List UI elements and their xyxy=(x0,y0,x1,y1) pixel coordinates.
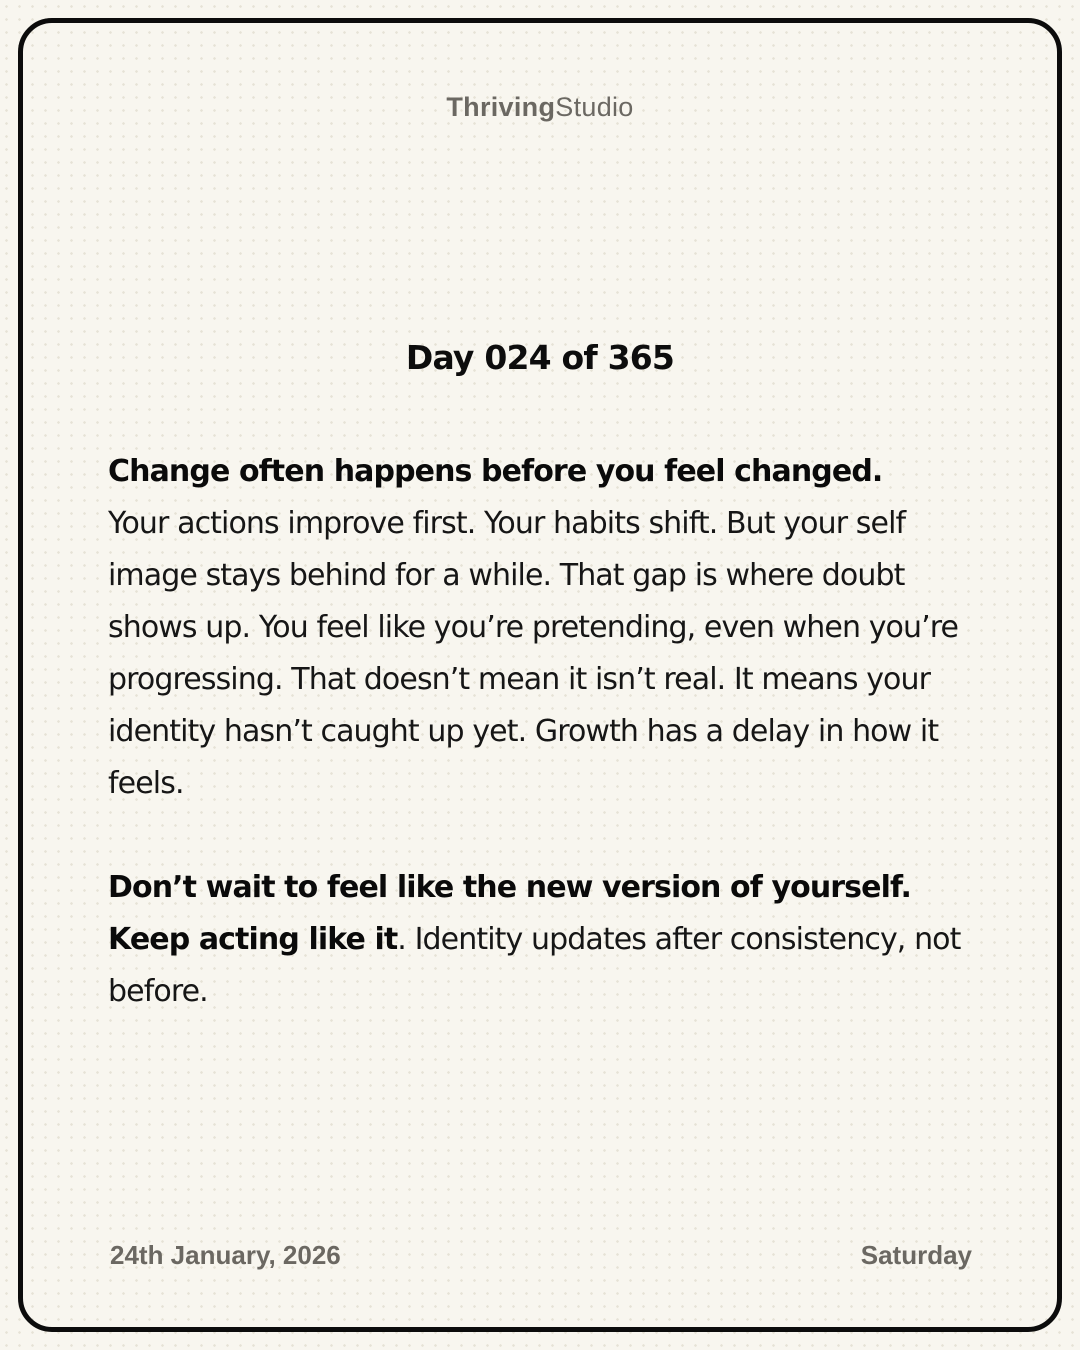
brand-name-regular: Studio xyxy=(555,92,634,122)
paragraph-1 xyxy=(108,446,978,810)
post-body xyxy=(108,446,978,1018)
paragraph-2-rest: . Identity updates after consistency, not before. xyxy=(108,922,961,1009)
brand-name-bold: Thriving xyxy=(446,92,556,122)
paragraph-1-body: Your actions improve first. Your habits shift. But your self image stays behind for a while. That gap is where doubt shows up. You feel like you’re pretending, even when you’re progressing. That doesn’t mean it isn’t real. It means your identity hasn’t caught up yet. Growth has a delay in how it feels. xyxy=(108,506,959,801)
day-counter: Day 024 of 365 xyxy=(405,338,675,377)
footer-weekday: Saturday xyxy=(860,1240,972,1270)
brand-logo xyxy=(0,92,1080,123)
paragraph-2-emphasis: Keep acting like it xyxy=(108,922,398,957)
paragraph-1-heading: Change often happens before you feel changed. xyxy=(108,454,883,489)
footer-date: 24th January, 2026 xyxy=(110,1240,341,1270)
paragraph-2 xyxy=(108,862,978,1018)
paragraph-2-heading: Don’t wait to feel like the new version of yourself. xyxy=(108,870,911,905)
